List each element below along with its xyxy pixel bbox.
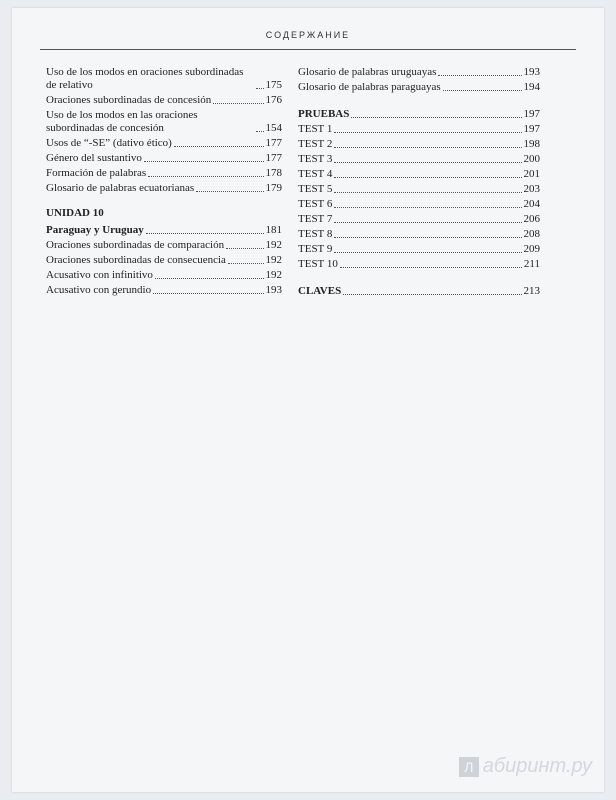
toc-entry [298, 153, 540, 166]
leader-dots [340, 267, 522, 268]
toc-entry-title: Usos de “-SE” (dativo ético) [46, 137, 172, 149]
watermark [459, 755, 592, 778]
toc-entry [298, 123, 540, 136]
toc-entry [298, 285, 540, 298]
toc-entry-page: 200 [523, 153, 540, 165]
toc-entry [46, 109, 282, 135]
toc-entry-page: 181 [265, 224, 282, 236]
toc-entry-title: Formación de palabras [46, 167, 147, 179]
toc-entry [298, 228, 540, 241]
toc-entry-page: 198 [523, 138, 540, 150]
toc-entry-title: TEST 4 [298, 168, 333, 180]
leader-dots [174, 146, 264, 147]
header-rule [40, 49, 576, 50]
toc-entry [298, 258, 540, 271]
toc-entry-title: Uso de los modos en oraciones subordinadas de relativo [46, 66, 244, 91]
toc-entry [298, 213, 540, 226]
toc-entry-page: 201 [523, 168, 540, 180]
leader-dots [196, 191, 263, 192]
toc-entry [46, 167, 282, 180]
leader-dots [153, 293, 263, 294]
toc-entry-title: TEST 6 [298, 198, 333, 210]
leader-dots [155, 278, 264, 279]
toc-entry-page: 193 [265, 284, 282, 296]
leader-dots [256, 131, 264, 132]
toc-entry [46, 269, 282, 282]
toc-entry-title: Acusativo con infinitivo [46, 269, 153, 281]
toc-entry-page: 206 [523, 213, 540, 225]
toc-entry [46, 182, 282, 195]
toc-entry [46, 224, 282, 237]
toc-entry [298, 108, 540, 121]
leader-dots [334, 147, 521, 148]
leader-dots [334, 237, 521, 238]
toc-entry-page: 194 [523, 81, 540, 93]
toc-entry-title: Acusativo con gerundio [46, 284, 152, 296]
toc-entry-page: 197 [523, 123, 540, 135]
toc-entry-title: Oraciones subordinadas de concesión [46, 94, 212, 106]
leader-dots [334, 132, 521, 133]
toc-right-column [298, 66, 540, 300]
leader-dots [351, 117, 521, 118]
toc-entry-page: 175 [265, 79, 282, 91]
toc-entry-title: Glosario de palabras paraguayas [298, 81, 441, 93]
toc-entry [298, 168, 540, 181]
toc-entry-page: 197 [523, 108, 540, 120]
toc-entry-title: Paraguay y Uruguay [46, 224, 144, 236]
toc-entry-title: Género del sustantivo [46, 152, 142, 164]
toc-entry [46, 284, 282, 297]
leader-dots [226, 248, 263, 249]
leader-dots [256, 88, 264, 89]
toc-entry-title: TEST 9 [298, 243, 333, 255]
toc-entry-page: 154 [265, 122, 282, 134]
toc-entry [298, 198, 540, 211]
toc-entry-page: 176 [265, 94, 282, 106]
toc-entry [298, 81, 540, 94]
toc-entry-title: TEST 5 [298, 183, 333, 195]
toc-entry-page: 208 [523, 228, 540, 240]
leader-dots [443, 90, 522, 91]
toc-entry [298, 138, 540, 151]
toc-entry-page: 192 [265, 254, 282, 266]
toc-entry [46, 66, 282, 92]
leader-dots [334, 177, 521, 178]
toc-entry-title: Glosario de palabras uruguayas [298, 66, 437, 78]
leader-dots [144, 161, 264, 162]
toc-entry-title: Glosario de palabras ecuatorianas [46, 182, 195, 194]
toc-entry-title: CLAVES [298, 285, 342, 297]
toc-entry-title: TEST 1 [298, 123, 333, 135]
toc-entry [46, 137, 282, 150]
unit-title: UNIDAD 10 [46, 207, 104, 219]
toc-left-column [46, 66, 282, 299]
leader-dots [343, 294, 521, 295]
toc-entry [46, 94, 282, 107]
leader-dots [334, 252, 521, 253]
toc-entry-title: TEST 3 [298, 153, 333, 165]
toc-entry-page: 213 [523, 285, 540, 297]
toc-entry-title: TEST 8 [298, 228, 333, 240]
toc-entry-page: 211 [523, 258, 540, 270]
toc-entry [46, 152, 282, 165]
toc-entry-page: 178 [265, 167, 282, 179]
toc-entry-title: PRUEBAS [298, 108, 350, 120]
toc-entry-page: 177 [265, 137, 282, 149]
toc-entry-page: 177 [265, 152, 282, 164]
toc-entry-page: 192 [265, 239, 282, 251]
leader-dots [334, 207, 521, 208]
toc-entry [46, 254, 282, 267]
toc-entry [46, 239, 282, 252]
leader-dots [438, 75, 521, 76]
toc-entry-page: 203 [523, 183, 540, 195]
watermark-text: абиринт.ру [482, 755, 592, 777]
toc-entry-page: 192 [265, 269, 282, 281]
toc-entry-page: 204 [523, 198, 540, 210]
leader-dots [334, 222, 521, 223]
toc-entry-title: Uso de los modos en las oraciones subordinadas de concesión [46, 109, 198, 134]
leader-dots [334, 192, 521, 193]
page-title: СОДЕРЖАНИЕ [265, 30, 351, 40]
leader-dots [146, 233, 264, 234]
toc-entry [298, 183, 540, 196]
toc-entry-title: TEST 10 [298, 258, 338, 270]
toc-entry-page: 179 [265, 182, 282, 194]
toc-entry-page: 193 [523, 66, 540, 78]
toc-entry-title: TEST 2 [298, 138, 333, 150]
leader-dots [334, 162, 521, 163]
toc-entry-title: Oraciones subordinadas de consecuencia [46, 254, 226, 266]
watermark-logo-icon: Л [459, 757, 479, 777]
toc-entry-title: Oraciones subordinadas de comparación [46, 239, 225, 251]
leader-dots [213, 103, 263, 104]
toc-entry-page: 209 [523, 243, 540, 255]
leader-dots [148, 176, 263, 177]
leader-dots [228, 263, 264, 264]
toc-entry [298, 66, 540, 79]
toc-entry [298, 243, 540, 256]
toc-entry-title: TEST 7 [298, 213, 333, 225]
